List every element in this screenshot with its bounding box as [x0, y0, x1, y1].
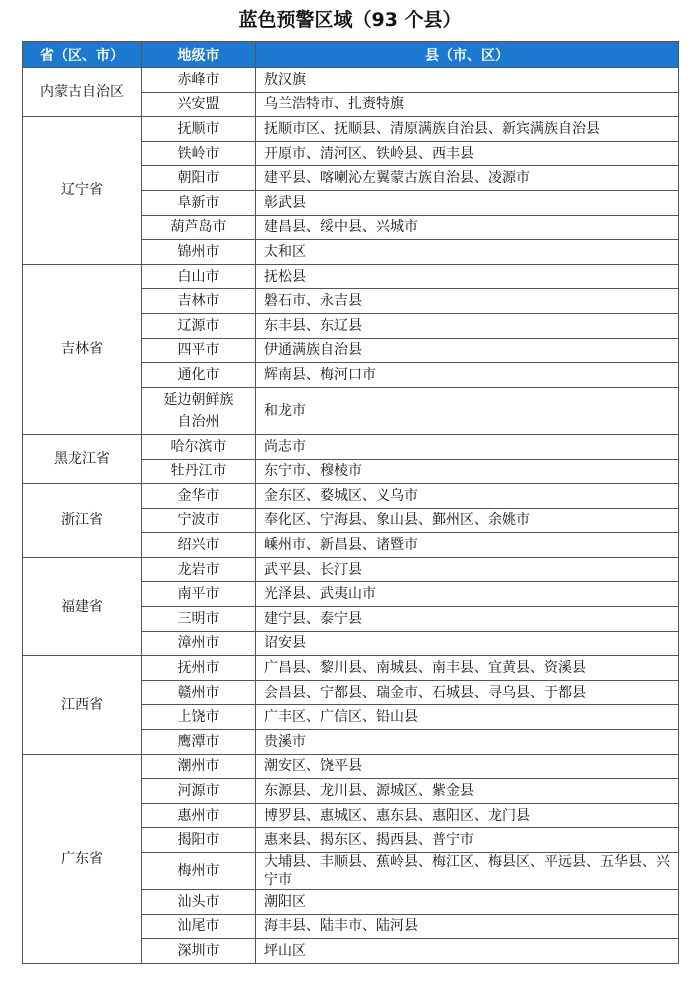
county-cell: 坪山区 [256, 939, 679, 964]
county-cell: 贵溪市 [256, 730, 679, 755]
county-cell: 建宁县、泰宁县 [256, 607, 679, 632]
province-cell: 吉林省 [23, 264, 142, 434]
province-cell: 内蒙古自治区 [23, 68, 142, 117]
city-cell: 铁岭市 [142, 141, 256, 166]
county-cell: 金东区、婺城区、义乌市 [256, 484, 679, 509]
city-cell: 抚州市 [142, 656, 256, 681]
city-cell: 宁波市 [142, 508, 256, 533]
county-cell: 大埔县、丰顺县、蕉岭县、梅江区、梅县区、平远县、五华县、兴宁市 [256, 853, 679, 890]
province-cell: 浙江省 [23, 484, 142, 558]
city-cell: 朝阳市 [142, 166, 256, 191]
city-cell: 龙岩市 [142, 557, 256, 582]
county-cell: 东源县、龙川县、源城区、紫金县 [256, 779, 679, 804]
city-cell: 吉林市 [142, 289, 256, 314]
county-cell: 会昌县、宁都县、瑞金市、石城县、寻乌县、于都县 [256, 680, 679, 705]
city-cell: 白山市 [142, 264, 256, 289]
county-cell: 磐石市、永吉县 [256, 289, 679, 314]
header-city: 地级市 [142, 42, 256, 68]
county-cell: 彰武县 [256, 190, 679, 215]
city-cell: 三明市 [142, 607, 256, 632]
city-cell: 赣州市 [142, 680, 256, 705]
city-cell: 葫芦岛市 [142, 215, 256, 240]
county-cell: 乌兰浩特市、扎赉特旗 [256, 92, 679, 117]
county-cell: 辉南县、梅河口市 [256, 363, 679, 388]
city-cell: 锦州市 [142, 240, 256, 265]
county-cell: 敖汉旗 [256, 68, 679, 93]
province-cell: 辽宁省 [23, 117, 142, 265]
county-cell: 东丰县、东辽县 [256, 313, 679, 338]
county-cell: 武平县、长汀县 [256, 557, 679, 582]
table-row [23, 264, 679, 289]
city-cell: 揭阳市 [142, 828, 256, 853]
city-cell: 辽源市 [142, 313, 256, 338]
city-cell: 河源市 [142, 779, 256, 804]
county-cell: 光泽县、武夷山市 [256, 582, 679, 607]
header-row [23, 42, 679, 68]
city-cell: 南平市 [142, 582, 256, 607]
province-cell: 广东省 [23, 754, 142, 963]
warning-table [22, 41, 679, 964]
county-cell: 东宁市、穆棱市 [256, 459, 679, 484]
city-cell: 哈尔滨市 [142, 434, 256, 459]
county-cell: 和龙市 [256, 387, 679, 434]
county-cell: 太和区 [256, 240, 679, 265]
county-cell: 惠来县、揭东区、揭西县、普宁市 [256, 828, 679, 853]
county-cell: 建平县、喀喇沁左翼蒙古族自治县、凌源市 [256, 166, 679, 191]
county-cell: 抚顺市区、抚顺县、清原满族自治县、新宾满族自治县 [256, 117, 679, 142]
county-cell: 博罗县、惠城区、惠东县、惠阳区、龙门县 [256, 803, 679, 828]
city-cell [142, 387, 256, 434]
table-row [23, 557, 679, 582]
province-cell: 江西省 [23, 656, 142, 754]
table-body [23, 68, 679, 964]
county-cell: 嵊州市、新昌县、诸暨市 [256, 533, 679, 558]
city-cell: 四平市 [142, 338, 256, 363]
county-cell: 尚志市 [256, 434, 679, 459]
header-county: 县（市、区） [256, 42, 679, 68]
county-cell: 奉化区、宁海县、象山县、鄞州区、余姚市 [256, 508, 679, 533]
city-cell: 惠州市 [142, 803, 256, 828]
city-cell-line: 自治州 [177, 413, 220, 430]
province-cell: 福建省 [23, 557, 142, 655]
city-cell: 漳州市 [142, 631, 256, 656]
city-cell: 通化市 [142, 363, 256, 388]
city-cell: 上饶市 [142, 705, 256, 730]
county-cell: 潮安区、饶平县 [256, 754, 679, 779]
city-cell: 潮州市 [142, 754, 256, 779]
county-cell: 广昌县、黎川县、南城县、南丰县、宜黄县、资溪县 [256, 656, 679, 681]
county-cell: 开原市、清河区、铁岭县、西丰县 [256, 141, 679, 166]
city-cell: 赤峰市 [142, 68, 256, 93]
city-cell: 汕头市 [142, 890, 256, 915]
city-cell: 阜新市 [142, 190, 256, 215]
city-cell: 汕尾市 [142, 914, 256, 939]
city-cell: 绍兴市 [142, 533, 256, 558]
table-row [23, 68, 679, 93]
city-cell-line: 延边朝鲜族 [163, 391, 234, 408]
table-row [23, 754, 679, 779]
table-row [23, 117, 679, 142]
table-row [23, 656, 679, 681]
city-cell: 深圳市 [142, 939, 256, 964]
county-cell: 抚松县 [256, 264, 679, 289]
city-cell: 金华市 [142, 484, 256, 509]
table-row [23, 434, 679, 459]
city-cell: 兴安盟 [142, 92, 256, 117]
county-cell: 诏安县 [256, 631, 679, 656]
county-cell: 建昌县、绥中县、兴城市 [256, 215, 679, 240]
county-cell: 潮阳区 [256, 890, 679, 915]
county-cell: 广丰区、广信区、铅山县 [256, 705, 679, 730]
table-row [23, 484, 679, 509]
city-cell: 抚顺市 [142, 117, 256, 142]
county-cell: 海丰县、陆丰市、陆河县 [256, 914, 679, 939]
page-title: 蓝色预警区域（93 个县） [238, 9, 462, 31]
city-cell: 梅州市 [142, 853, 256, 890]
province-cell: 黑龙江省 [23, 434, 142, 483]
city-cell: 牡丹江市 [142, 459, 256, 484]
city-cell: 鹰潭市 [142, 730, 256, 755]
header-province: 省（区、市） [23, 42, 142, 68]
county-cell: 伊通满族自治县 [256, 338, 679, 363]
